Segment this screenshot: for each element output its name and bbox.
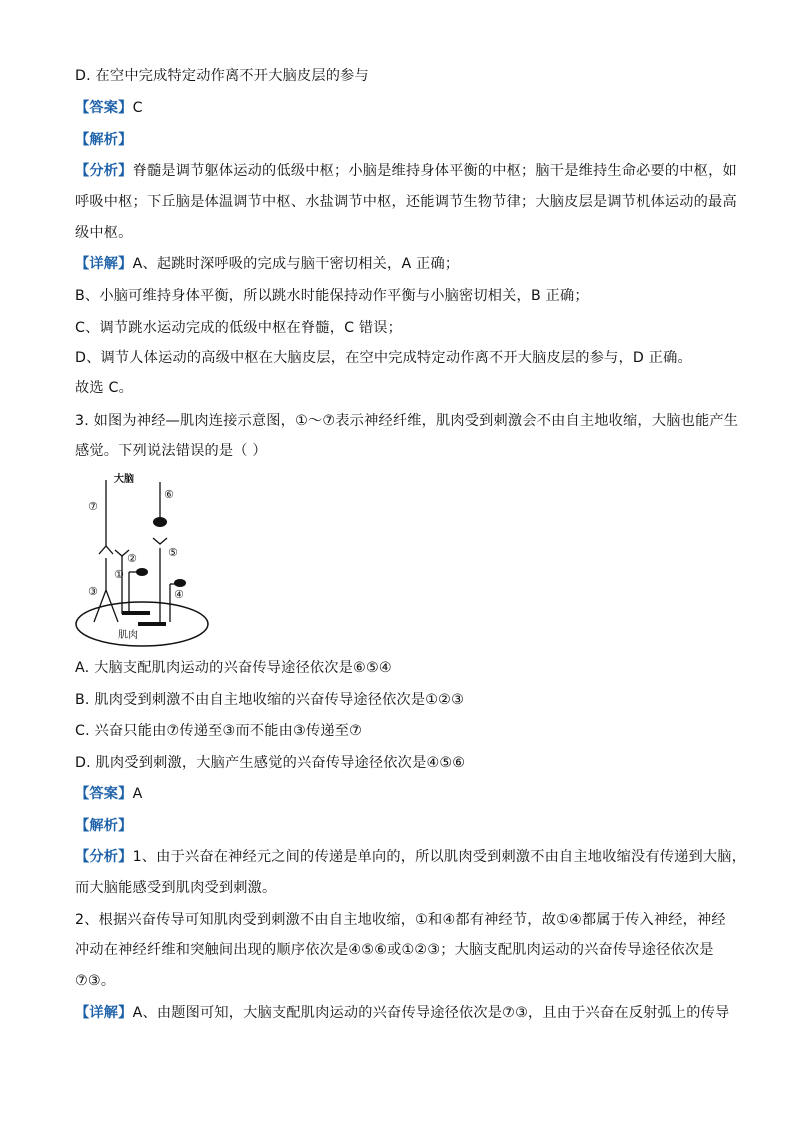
option-b: B. 肌肉受到刺激不由自主地收缩的兴奋传导途径依次是①②③ <box>75 692 465 708</box>
text-line: D. 在空中完成特定动作离不开大脑皮层的参与 <box>75 68 369 84</box>
receptor-bar-4 <box>138 622 166 626</box>
soma-6 <box>153 517 167 527</box>
label-3: ③ <box>88 585 98 598</box>
question-line: 感觉。下列说法错误的是（ ） <box>75 443 267 459</box>
analysis-heading: 【解析】 <box>75 132 133 148</box>
text-line: C、调节跳水运动完成的低级中枢在脊髓，C 错误； <box>75 320 403 336</box>
answer-line: 【答案】C <box>75 100 143 116</box>
synapse-7-3 <box>99 546 113 554</box>
text-line: 【详解】A、由题图可知，大脑支配肌肉运动的兴奋传导途径依次是⑦③，且由于兴奋在反射弧上的传导 <box>75 1005 730 1021</box>
text-line: 冲动在神经纤维和突触间出现的顺序依次是④⑤⑥或①②③；大脑支配肌肉运动的兴奋传导途径依次是 <box>75 942 714 958</box>
text-line: B、小脑可维持身体平衡，所以跳水时能保持动作平衡与小脑密切相关，B 正确； <box>75 288 589 304</box>
text-line: 而大脑能感受到肌肉受到刺激。 <box>75 880 277 896</box>
text-line: 【分析】1、由于兴奋在神经元之间的传递是单向的，所以肌肉受到刺激不由自主地收缩没有传递到大脑， <box>75 849 747 865</box>
option-d: D. 肌肉受到刺激，大脑产生感觉的兴奋传导途径依次是④⑤⑥ <box>75 755 466 771</box>
text-line: 级中枢。 <box>75 225 133 241</box>
label-4: ④ <box>174 588 184 601</box>
answer-line: 【答案】A <box>75 786 143 802</box>
label-6: ⑥ <box>164 488 174 501</box>
text-line: 呼吸中枢；下丘脑是体温调节中枢、水盐调节中枢，还能调节生物节律；大脑皮层是调节机体运动的最高 <box>75 194 737 210</box>
text-line: ⑦③。 <box>75 973 116 989</box>
option-c: C. 兴奋只能由⑦传递至③而不能由③传递至⑦ <box>75 723 363 739</box>
option-a: A. 大脑支配肌肉运动的兴奋传导途径依次是⑥⑤④ <box>75 660 392 676</box>
nerve-muscle-diagram <box>72 470 212 648</box>
text-line: D、调节人体运动的高级中枢在大脑皮层，在空中完成特定动作离不开大脑皮层的参与，D 正确。 <box>75 350 692 366</box>
text-line: 【分析】脊髓是调节躯体运动的低级中枢；小脑是维持身体平衡的中枢；脑干是维持生命必要的中枢，如 <box>75 163 737 179</box>
label-5: ⑤ <box>168 546 178 559</box>
synapse-5-6 <box>153 538 167 544</box>
analysis-heading: 【解析】 <box>75 818 133 834</box>
brain-label: 大脑 <box>114 474 134 485</box>
text-line: 2、根据兴奋传导可知肌肉受到刺激不由自主地收缩，①和④都有神经节，故①④都属于传入神经，神经 <box>75 912 726 928</box>
muscle-label: 肌肉 <box>118 630 138 641</box>
ganglion-4 <box>174 579 186 587</box>
label-7: ⑦ <box>88 500 98 513</box>
receptor-bar-1 <box>122 611 150 615</box>
question-line: 3. 如图为神经—肌肉连接示意图，①～⑦表示神经纤维，肌肉受到刺激会不由自主地收缩，大脑也能产生 <box>75 413 739 429</box>
text-line: 【详解】A、起跳时深呼吸的完成与脑干密切相关，A 正确； <box>75 256 460 272</box>
ganglion-1 <box>136 568 148 576</box>
label-1: ① <box>114 568 124 581</box>
text-line: 故选 C。 <box>75 380 133 396</box>
label-2: ② <box>127 552 137 565</box>
